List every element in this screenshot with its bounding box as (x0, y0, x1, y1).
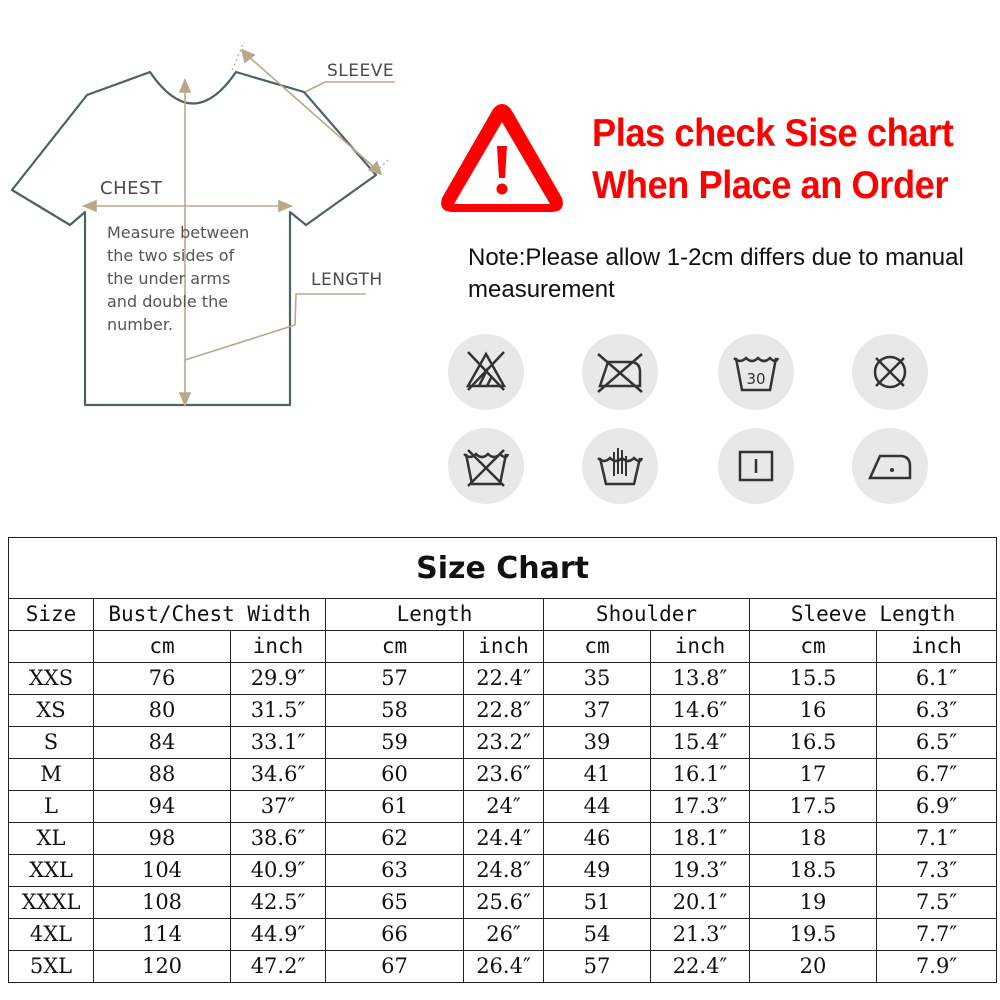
table-title: Size Chart (9, 538, 997, 599)
size-cell: 5XL (9, 951, 94, 983)
table-cell: 34.6″ (231, 759, 326, 791)
table-cell: 35 (544, 663, 651, 695)
table-cell: 49 (544, 855, 651, 887)
table-cell: 24.8″ (464, 855, 544, 887)
table-cell: 46 (544, 823, 651, 855)
table-cell: 14.6″ (651, 695, 750, 727)
table-cell: 20.1″ (651, 887, 750, 919)
table-cell: 13.8″ (651, 663, 750, 695)
table-cell: 98 (94, 823, 231, 855)
table-row (9, 951, 997, 983)
table-cell: 22.4″ (464, 663, 544, 695)
sleeve-label: SLEEVE (327, 61, 395, 81)
size-cell: XL (9, 823, 94, 855)
table-cell: 16.1″ (651, 759, 750, 791)
table-cell: 15.4″ (651, 727, 750, 759)
table-cell: 31.5″ (231, 695, 326, 727)
table-cell: 40.9″ (231, 855, 326, 887)
table-row (9, 919, 997, 951)
unit-cell: cm (750, 631, 877, 663)
size-cell: M (9, 759, 94, 791)
warning-line-1: Plas check Sise chart (592, 112, 954, 155)
table-cell: 19 (750, 887, 877, 919)
header-size: Size (9, 599, 94, 631)
measure-instructions (107, 221, 307, 336)
table-row (9, 823, 997, 855)
size-cell: XXXL (9, 887, 94, 919)
table-cell: 61 (326, 791, 464, 823)
table-cell: 59 (326, 727, 464, 759)
no-wash-icon (448, 428, 524, 504)
table-cell: 37 (544, 695, 651, 727)
table-cell: 18.1″ (651, 823, 750, 855)
table-cell: 38.6″ (231, 823, 326, 855)
table-cell: 18.5 (750, 855, 877, 887)
table-cell: 108 (94, 887, 231, 919)
table-cell: 54 (544, 919, 651, 951)
table-cell: 23.6″ (464, 759, 544, 791)
table-cell: 7.7″ (877, 919, 997, 951)
no-dry-clean-icon (852, 334, 928, 410)
table-cell: 24″ (464, 791, 544, 823)
table-cell: 17.5 (750, 791, 877, 823)
table-cell: 41 (544, 759, 651, 791)
table-cell: 19.3″ (651, 855, 750, 887)
table-cell: 57 (326, 663, 464, 695)
hand-wash-icon (582, 428, 658, 504)
table-cell: 22.8″ (464, 695, 544, 727)
table-cell: 44 (544, 791, 651, 823)
unit-cell: inch (651, 631, 750, 663)
table-cell: 114 (94, 919, 231, 951)
table-row (9, 791, 997, 823)
header-shoulder: Shoulder (544, 599, 750, 631)
table-cell: 42.5″ (231, 887, 326, 919)
table-cell: 57 (544, 951, 651, 983)
table-cell: 84 (94, 727, 231, 759)
table-cell: 23.2″ (464, 727, 544, 759)
size-chart-table (8, 537, 997, 983)
table-cell: 17 (750, 759, 877, 791)
table-row (9, 887, 997, 919)
header-bust: Bust/Chest Width (94, 599, 326, 631)
header-length: Length (326, 599, 544, 631)
table-cell: 76 (94, 663, 231, 695)
size-cell: 4XL (9, 919, 94, 951)
title-row (9, 538, 997, 599)
table-cell: 44.9″ (231, 919, 326, 951)
chest-label: CHEST (100, 178, 163, 199)
table-cell: 19.5 (750, 919, 877, 951)
table-cell: 17.3″ (651, 791, 750, 823)
table-cell: 47.2″ (231, 951, 326, 983)
table-cell: 6.1″ (877, 663, 997, 695)
table-cell: 7.3″ (877, 855, 997, 887)
table-cell: 94 (94, 791, 231, 823)
tumble-dry-icon (718, 428, 794, 504)
unit-cell-empty (9, 631, 94, 663)
table-cell: 104 (94, 855, 231, 887)
size-cell: XS (9, 695, 94, 727)
unit-cell: inch (464, 631, 544, 663)
table-cell: 39 (544, 727, 651, 759)
measure-line: the under arms (107, 269, 231, 288)
table-cell: 21.3″ (651, 919, 750, 951)
table-cell: 7.1″ (877, 823, 997, 855)
table-cell: 6.9″ (877, 791, 997, 823)
table-cell: 33.1″ (231, 727, 326, 759)
wash-30-icon (718, 334, 794, 410)
table-cell: 80 (94, 695, 231, 727)
table-cell: 26.4″ (464, 951, 544, 983)
table-cell: 6.3″ (877, 695, 997, 727)
measure-line: and double the (107, 292, 229, 311)
table-cell: 67 (326, 951, 464, 983)
table-cell: 66 (326, 919, 464, 951)
table-cell: 88 (94, 759, 231, 791)
table-cell: 15.5 (750, 663, 877, 695)
table-cell: 51 (544, 887, 651, 919)
measure-line: number. (107, 315, 174, 334)
table-cell: 18 (750, 823, 877, 855)
unit-cell: cm (326, 631, 464, 663)
table-row (9, 855, 997, 887)
table-cell: 62 (326, 823, 464, 855)
table-cell: 37″ (231, 791, 326, 823)
table-cell: 7.9″ (877, 951, 997, 983)
unit-cell: cm (544, 631, 651, 663)
unit-cell: cm (94, 631, 231, 663)
warning-icon (437, 100, 567, 216)
size-cell: XXL (9, 855, 94, 887)
table-cell: 65 (326, 887, 464, 919)
table-cell: 120 (94, 951, 231, 983)
size-cell: L (9, 791, 94, 823)
table-row (9, 663, 997, 695)
table-cell: 29.9″ (231, 663, 326, 695)
table-cell: 25.6″ (464, 887, 544, 919)
header-row (9, 599, 997, 631)
table-row (9, 695, 997, 727)
table-body (9, 663, 997, 983)
table-cell: 26″ (464, 919, 544, 951)
table-cell: 6.5″ (877, 727, 997, 759)
table-cell: 7.5″ (877, 887, 997, 919)
unit-cell: inch (231, 631, 326, 663)
no-bleach-icon (448, 334, 524, 410)
length-label: LENGTH (311, 270, 383, 290)
table-cell: 58 (326, 695, 464, 727)
table-cell: 60 (326, 759, 464, 791)
unit-row (9, 631, 997, 663)
no-iron-icon (582, 334, 658, 410)
header-sleeve: Sleeve Length (750, 599, 997, 631)
measure-line: Measure between (107, 223, 250, 242)
measure-line: the two sides of (107, 246, 235, 265)
note-text: Note:Please allow 1-2cm differs due to manual measurement (468, 244, 964, 303)
table-cell: 16 (750, 695, 877, 727)
table-cell: 6.7″ (877, 759, 997, 791)
table-row (9, 727, 997, 759)
table-row (9, 759, 997, 791)
table-cell: 22.4″ (651, 951, 750, 983)
table-cell: 63 (326, 855, 464, 887)
table-cell: 24.4″ (464, 823, 544, 855)
table-cell: 20 (750, 951, 877, 983)
warning-line-2: When Place an Order (592, 164, 949, 207)
table-cell: 16.5 (750, 727, 877, 759)
svg-text:30: 30 (746, 370, 766, 388)
iron-icon (852, 428, 928, 504)
unit-cell: inch (877, 631, 997, 663)
size-cell: XXS (9, 663, 94, 695)
size-cell: S (9, 727, 94, 759)
